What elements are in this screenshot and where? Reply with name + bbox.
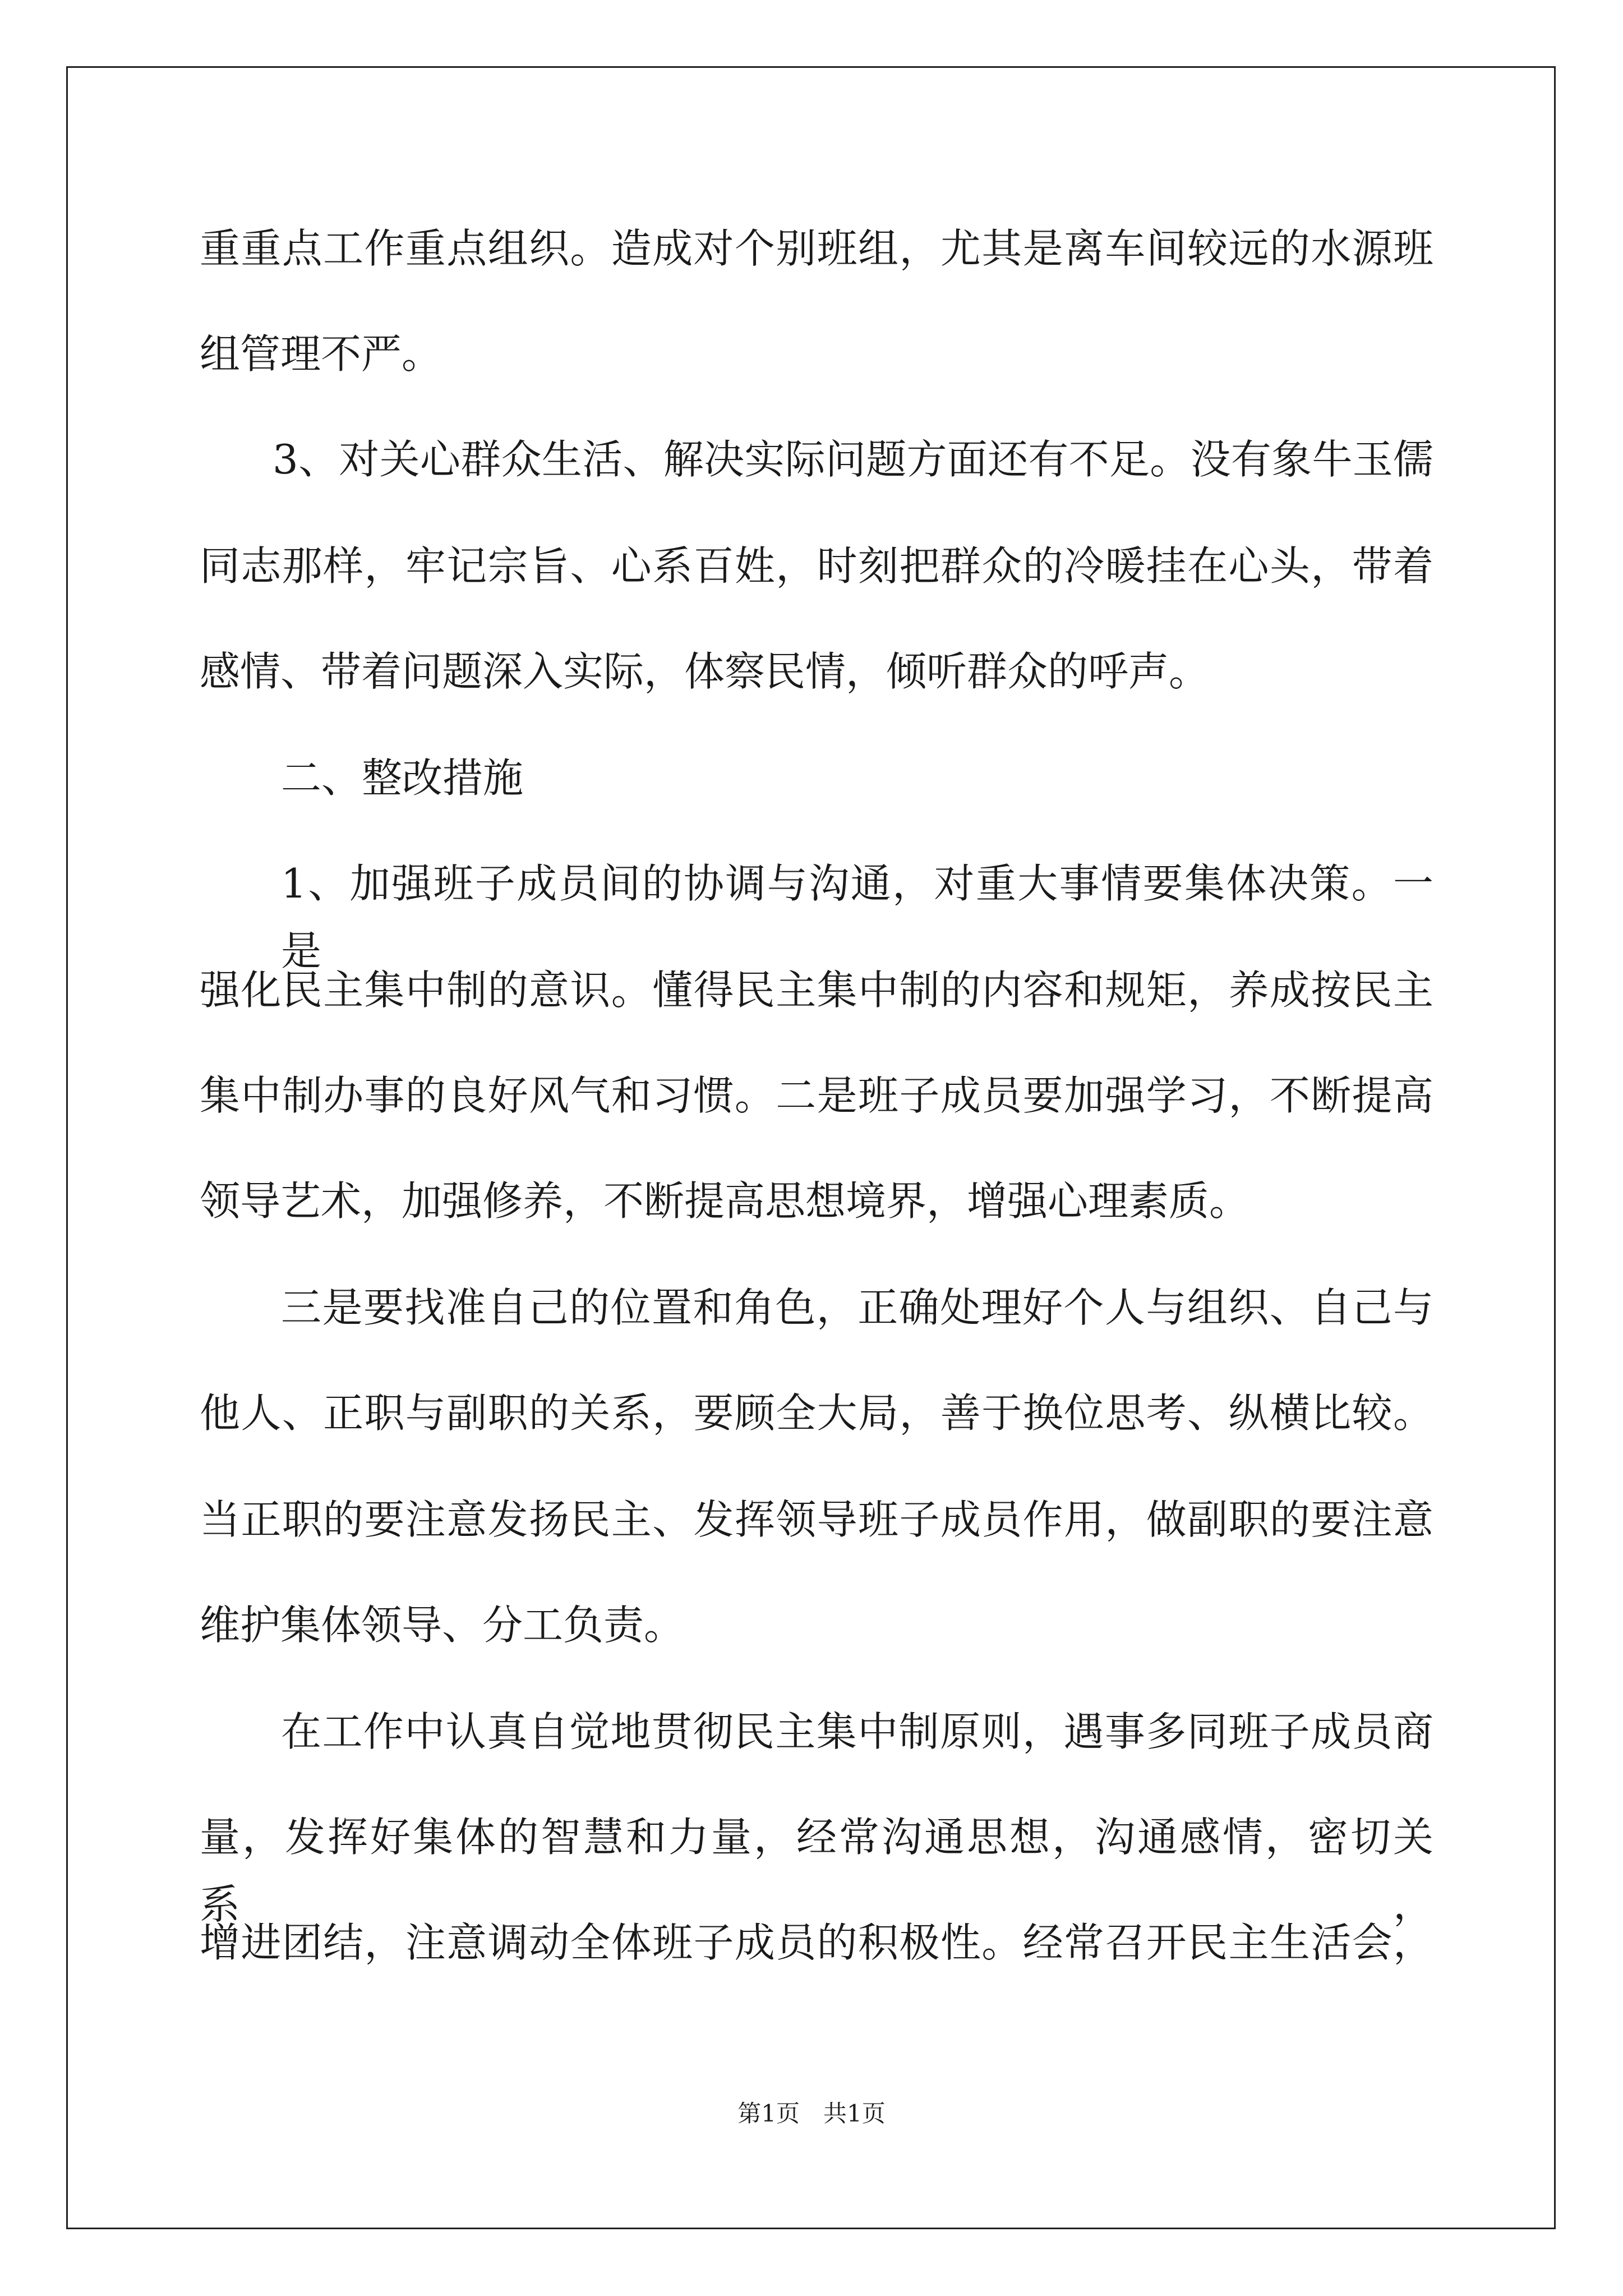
text-line-10: 领导艺术，加强修养，不断提高思想境界，增强心理素质。 [200, 1177, 1250, 1225]
text-line-9: 集中制办事的良好风气和习惯。二是班子成员要加强学习，不断提高 [200, 1072, 1433, 1119]
text-line-7: 1、加强班子成员间的协调与沟通，对重大事情要集体决策。一是 [281, 860, 1433, 974]
text-line-11: 三是要找准自己的位置和角色，正确处理好个人与组织、自己与 [281, 1284, 1433, 1331]
page-number-footer: 第1页 共1页 [737, 2100, 886, 2127]
text-line-4: 同志那样，牢记宗旨、心系百姓，时刻把群众的冷暖挂在心头，带着 [200, 542, 1433, 590]
section-heading: 二、整改措施 [281, 754, 524, 802]
text-line-17: 增进团结，注意调动全体班子成员的积极性。经常召开民主生活会， [200, 1919, 1433, 1966]
text-line-13: 当正职的要注意发扬民主、发挥领导班子成员作用，做副职的要注意 [200, 1496, 1433, 1543]
text-line-8: 强化民主集中制的意识。懂得民主集中制的内容和规矩，养成按民主 [200, 967, 1433, 1014]
text-line-12: 他人、正职与副职的关系，要顾全大局，善于换位思考、纵横比较。 [200, 1389, 1433, 1437]
text-line-1: 重重点工作重点组织。造成对个别班组，尤其是离车间较远的水源班 [200, 225, 1433, 272]
text-line-16: 量，发挥好集体的智慧和力量，经常沟通思想，沟通感情，密切关系， [200, 1814, 1433, 1928]
text-line-2: 组管理不严。 [200, 330, 442, 378]
text-line-5: 感情、带着问题深入实际，体察民情，倾听群众的呼声。 [200, 648, 1210, 695]
text-line-15: 在工作中认真自觉地贯彻民主集中制原则，遇事多同班子成员商 [281, 1708, 1433, 1755]
text-line-3: 3、对关心群众生活、解决实际问题方面还有不足。没有象牛玉儒 [273, 436, 1433, 483]
text-line-14: 维护集体领导、分工负责。 [200, 1602, 685, 1649]
